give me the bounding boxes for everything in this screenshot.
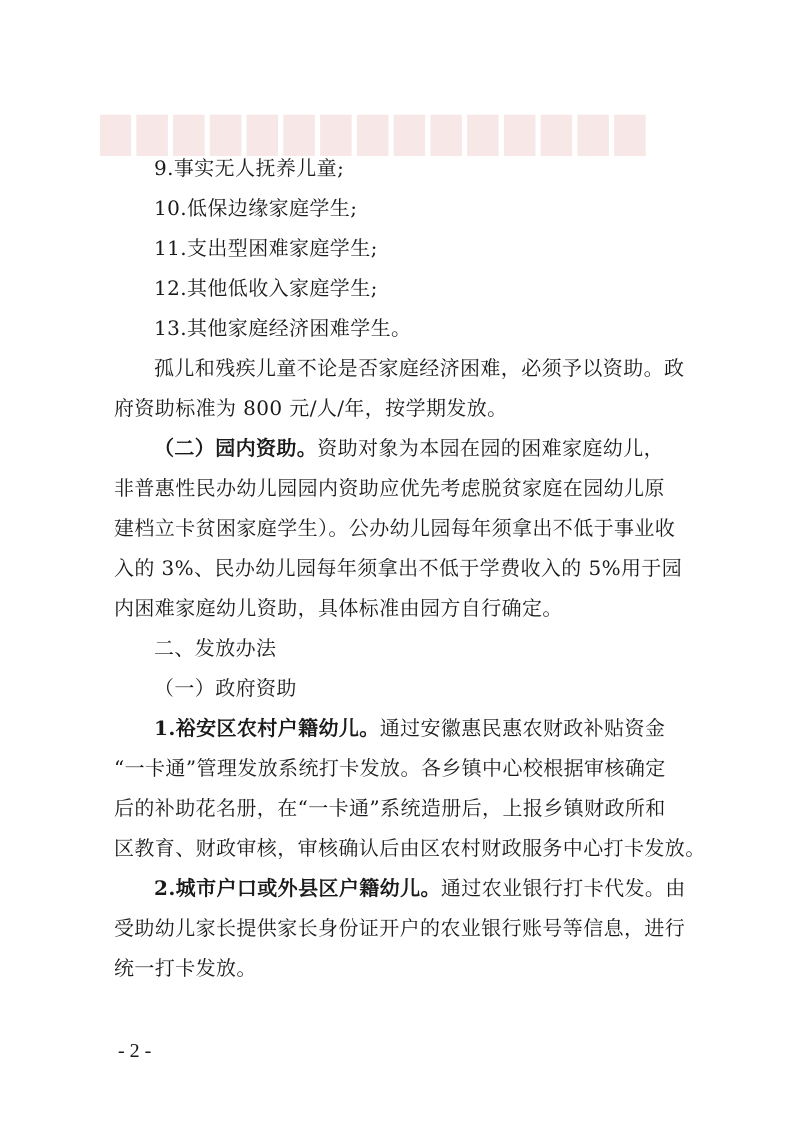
paragraph-line: 入的 3%、民办幼儿园每年须拿出不低于学费收入的 5%用于园 <box>114 556 683 580</box>
paragraph-text: 通过农业银行打卡代发。由 <box>440 876 686 900</box>
paragraph-line: 府资助标准为 800 元/人/年，按学期发放。 <box>114 396 508 420</box>
sub-heading-government: （一）政府资助 <box>154 676 297 700</box>
list-item: 12.其他低收入家庭学生; <box>154 276 378 300</box>
paragraph-line: 非普惠性民办幼儿园园内资助应优先考虑脱贫家庭在园幼儿原 <box>114 476 665 500</box>
bleed-through-text: ▇▇▇▇▇▇▇▇▇▇▇▇▇▇▇ <box>100 110 652 156</box>
list-item: 13.其他家庭经济困难学生。 <box>154 316 412 340</box>
section-heading-in-garden: （二）园内资助。 <box>154 436 318 460</box>
item-heading-rural: 1.裕安区农村户籍幼儿。 <box>154 716 380 740</box>
paragraph-line: 区教育、财政审核，审核确认后由区农村财政服务中心打卡发放。 <box>114 836 706 860</box>
paragraph-line <box>114 868 714 908</box>
paragraph-line: 受助幼儿家长提供家长身份证开户的农业银行账号等信息，进行 <box>114 916 686 940</box>
item-heading-urban: 2.城市户口或外县区户籍幼儿。 <box>154 876 441 900</box>
list-item: 9.事实无人抚养儿童; <box>154 156 345 180</box>
document-body <box>114 148 714 988</box>
page-number: - 2 - <box>118 1040 152 1062</box>
paragraph-line: 后的补助花名册，在“一卡通”系统造册后，上报乡镇财政所和 <box>114 796 666 820</box>
paragraph-line: 孤儿和残疾儿童不论是否家庭经济困难，必须予以资助。政 <box>154 356 685 380</box>
paragraph-line: 统一打卡发放。 <box>114 956 257 980</box>
paragraph-line: 内困难家庭幼儿资助，具体标准由园方自行确定。 <box>114 596 563 620</box>
paragraph-line: “一卡通”管理发放系统打卡发放。各乡镇中心校根据审核确定 <box>114 756 666 780</box>
list-item: 11.支出型困难家庭学生; <box>154 236 378 260</box>
paragraph-text: 通过安徽惠民惠农财政补贴资金 <box>379 716 666 740</box>
paragraph-text: 资助对象为本园在园的困难家庭幼儿， <box>317 436 665 460</box>
paragraph-line <box>114 428 714 468</box>
section-heading-distribution: 二、发放办法 <box>154 636 277 660</box>
list-item: 10.低保边缘家庭学生; <box>154 196 358 220</box>
paragraph-line: 建档立卡贫困家庭学生）。公办幼儿园每年须拿出不低于事业收 <box>114 516 676 540</box>
paragraph-line <box>114 708 714 748</box>
